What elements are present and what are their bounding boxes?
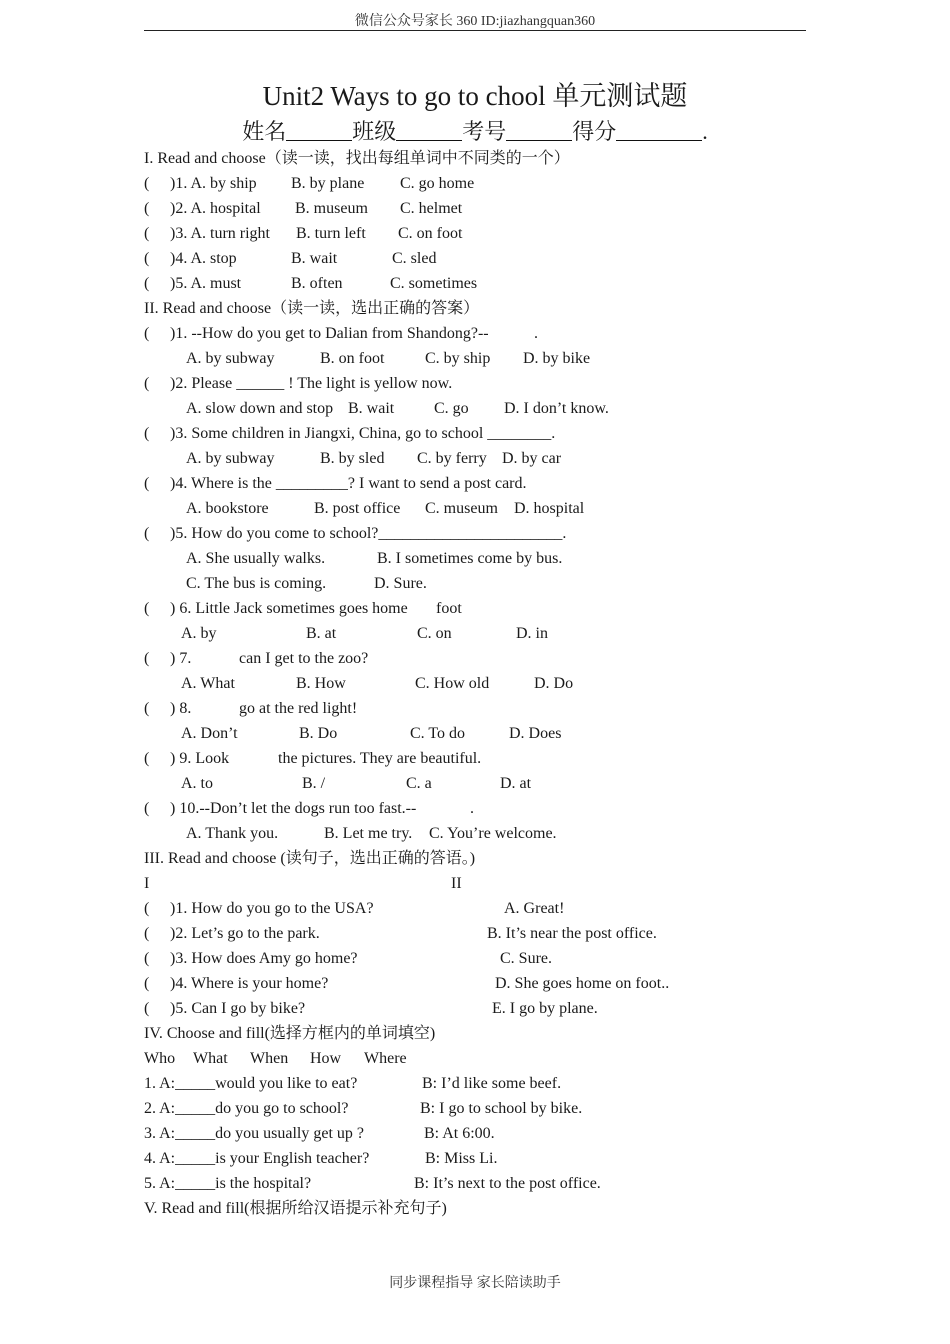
- exam-line: [144, 846, 824, 871]
- line-text: C. You’re welcome.: [429, 825, 557, 842]
- exam-line: [144, 721, 824, 746]
- exam-line: [144, 871, 824, 896]
- line-text: II. Read and choose（读一读，选出正确的答案）: [144, 300, 480, 317]
- line-text: C. go home: [400, 175, 475, 192]
- line-text: D. by bike: [523, 350, 591, 367]
- line-text: C. on: [417, 625, 452, 642]
- line-text: )2. Let’s go to the park.: [170, 925, 320, 942]
- line-text: D. hospital: [514, 500, 585, 517]
- exam-line: [144, 396, 824, 421]
- line-text: C. helmet: [400, 200, 463, 217]
- line-text: When: [250, 1050, 289, 1067]
- exam-line: [144, 1021, 824, 1046]
- line-text: (: [144, 525, 150, 542]
- line-text: A. slow down and stop: [186, 400, 334, 417]
- line-text: C. by ferry: [417, 450, 487, 467]
- line-text: (: [144, 225, 150, 242]
- exam-line: [144, 1046, 824, 1071]
- line-text: )1. --How do you get to Dalian from Shandong?--: [170, 325, 489, 342]
- line-text: )4. Where is the _________? I want to send a post card.: [170, 475, 527, 492]
- line-text: A. Don’t: [181, 725, 238, 742]
- line-text: D. Do: [534, 675, 574, 692]
- line-text: B. wait: [291, 250, 338, 267]
- exam-line: [144, 696, 824, 721]
- line-text: D. in: [516, 625, 548, 642]
- line-text: )5. A. must: [170, 275, 242, 292]
- line-text: B. on foot: [320, 350, 385, 367]
- line-text: II: [451, 875, 462, 892]
- exam-line: [144, 1096, 824, 1121]
- line-text: (: [144, 975, 150, 992]
- line-text: (: [144, 425, 150, 442]
- line-text: )5. Can I go by bike?: [170, 1000, 306, 1017]
- exam-line: [144, 1146, 824, 1171]
- line-text: D. by car: [502, 450, 562, 467]
- exam-line: [144, 1171, 824, 1196]
- name-label: 姓名: [242, 119, 287, 144]
- exam-line: [144, 971, 824, 996]
- exam-line: [144, 921, 824, 946]
- line-text: A. by subway: [186, 350, 275, 367]
- line-text: B. How: [296, 675, 346, 692]
- page-footer: 同步课程指导 家长陪读助手: [389, 1276, 561, 1291]
- line-text: (: [144, 750, 150, 767]
- line-text: B. museum: [295, 200, 368, 217]
- exam-line: [144, 1121, 824, 1146]
- line-text: (: [144, 250, 150, 267]
- student-info-line: [144, 117, 806, 147]
- line-text: B: Miss Li.: [425, 1150, 498, 1167]
- exam-line: [144, 596, 824, 621]
- line-text: B: I’d like some beef.: [422, 1075, 562, 1092]
- exam-line: [144, 771, 824, 796]
- class-label: 班级: [352, 119, 397, 144]
- line-text: A. Thank you.: [186, 825, 279, 842]
- line-text: )1. How do you go to the USA?: [170, 900, 374, 917]
- line-text: A. by: [181, 625, 217, 642]
- line-text: D. Sure.: [374, 575, 427, 592]
- line-text: )2. A. hospital: [170, 200, 261, 217]
- line-text: )3. A. turn right: [170, 225, 270, 242]
- exam-line: [144, 946, 824, 971]
- exam-line: [144, 346, 824, 371]
- exam-line: [144, 996, 824, 1021]
- exam-line: [144, 1196, 824, 1221]
- score-label: 得分: [572, 119, 617, 144]
- line-text: How: [310, 1050, 342, 1067]
- header-rule: [144, 30, 806, 31]
- exam-line: [144, 221, 824, 246]
- line-text: )4. A. stop: [170, 250, 237, 267]
- exam-line: [144, 246, 824, 271]
- number-label: 考号: [462, 119, 507, 144]
- line-text: (: [144, 325, 150, 342]
- line-text: A. She usually walks.: [186, 550, 326, 567]
- line-text: C. How old: [415, 675, 490, 692]
- exam-line: [144, 746, 824, 771]
- line-text: B. by plane: [291, 175, 365, 192]
- exam-line: [144, 821, 824, 846]
- line-text: the pictures. They are beautiful.: [278, 750, 482, 767]
- line-text: C. To do: [410, 725, 466, 742]
- line-text: B: It’s next to the post office.: [414, 1175, 601, 1192]
- line-text: B: At 6:00.: [424, 1125, 495, 1142]
- line-text: C. by ship: [425, 350, 491, 367]
- line-text: C. a: [406, 775, 432, 792]
- info-end: .: [702, 119, 708, 144]
- line-text: III. Read and choose (读句子，选出正确的答语。): [144, 850, 476, 867]
- exam-line: [144, 321, 824, 346]
- line-text: (: [144, 175, 150, 192]
- line-text: (: [144, 200, 150, 217]
- exam-line: [144, 571, 824, 596]
- line-text: foot: [436, 600, 462, 617]
- line-text: (: [144, 475, 150, 492]
- exam-line: [144, 671, 824, 696]
- line-text: )4. Where is your home?: [170, 975, 329, 992]
- document-title: Unit2 Ways to go to chool 单元测试题: [262, 81, 688, 111]
- line-text: B. turn left: [296, 225, 366, 242]
- line-text: (: [144, 600, 150, 617]
- line-text: IV. Choose and fill(选择方框内的单词填空): [144, 1025, 436, 1042]
- line-text: B. wait: [348, 400, 395, 417]
- line-text: )5. How do you come to school?_______________________.: [170, 525, 567, 542]
- exam-line: [144, 146, 824, 171]
- line-text: D. Does: [509, 725, 562, 742]
- exam-line: [144, 421, 824, 446]
- exam-line: [144, 271, 824, 296]
- line-text: .: [534, 325, 538, 342]
- line-text: (: [144, 1000, 150, 1017]
- line-text: (: [144, 375, 150, 392]
- line-text: C. on foot: [398, 225, 463, 242]
- line-text: B. often: [291, 275, 343, 292]
- line-text: ) 8.: [170, 700, 192, 717]
- exam-line: [144, 896, 824, 921]
- line-text: I: [144, 875, 150, 892]
- line-text: What: [193, 1050, 228, 1067]
- exam-line: [144, 471, 824, 496]
- line-text: C. sled: [392, 250, 437, 267]
- line-text: I. Read and choose（读一读，找出每组单词中不同类的一个）: [144, 150, 570, 167]
- line-text: (: [144, 925, 150, 942]
- exam-line: [144, 171, 824, 196]
- line-text: (: [144, 950, 150, 967]
- exam-line: [144, 496, 824, 521]
- line-text: 3. A:_____do you usually get up ?: [144, 1125, 364, 1142]
- line-text: Where: [364, 1050, 407, 1067]
- line-text: B: I go to school by bike.: [420, 1100, 583, 1117]
- line-text: A. bookstore: [186, 500, 269, 517]
- page-header: 微信公众号家长 360 ID:jiazhangquan360: [354, 14, 596, 29]
- line-text: C. sometimes: [390, 275, 478, 292]
- line-text: 2. A:_____do you go to school?: [144, 1100, 349, 1117]
- line-text: )3. Some children in Jiangxi, China, go to school ________.: [170, 425, 556, 442]
- line-text: B. Let me try.: [324, 825, 413, 842]
- line-text: B. /: [302, 775, 326, 792]
- exam-content: [144, 146, 824, 1221]
- line-text: Who: [144, 1050, 176, 1067]
- exam-line: [144, 296, 824, 321]
- exam-line: [144, 546, 824, 571]
- line-text: go at the red light!: [239, 700, 358, 717]
- line-text: 4. A:_____is your English teacher?: [144, 1150, 370, 1167]
- line-text: ) 9. Look: [170, 750, 230, 767]
- line-text: V. Read and fill(根据所给汉语提示补充句子): [144, 1200, 447, 1217]
- line-text: A. What: [181, 675, 235, 692]
- line-text: E. I go by plane.: [492, 1000, 598, 1017]
- line-text: C. museum: [425, 500, 498, 517]
- line-text: A. Great!: [504, 900, 565, 917]
- line-text: B. at: [306, 625, 337, 642]
- exam-line: [144, 196, 824, 221]
- line-text: )1. A. by ship: [170, 175, 257, 192]
- number-blank[interactable]: [506, 118, 572, 141]
- score-blank[interactable]: [616, 118, 702, 141]
- line-text: (: [144, 800, 150, 817]
- line-text: C. Sure.: [500, 950, 552, 967]
- line-text: B. It’s near the post office.: [487, 925, 657, 942]
- line-text: can I get to the zoo?: [239, 650, 369, 667]
- line-text: ) 10.--Don’t let the dogs run too fast.--: [170, 800, 417, 817]
- line-text: C. go: [434, 400, 469, 417]
- line-text: D. I don’t know.: [504, 400, 609, 417]
- exam-line: [144, 796, 824, 821]
- line-text: .: [470, 800, 474, 817]
- line-text: B. Do: [299, 725, 338, 742]
- line-text: B. I sometimes come by bus.: [377, 550, 563, 567]
- exam-line: [144, 621, 824, 646]
- line-text: (: [144, 275, 150, 292]
- line-text: C. The bus is coming.: [186, 575, 327, 592]
- line-text: A. to: [181, 775, 213, 792]
- exam-line: [144, 521, 824, 546]
- line-text: A. by subway: [186, 450, 275, 467]
- line-text: B. post office: [314, 500, 401, 517]
- class-blank[interactable]: [396, 118, 462, 141]
- line-text: 1. A:_____would you like to eat?: [144, 1075, 358, 1092]
- line-text: )3. How does Amy go home?: [170, 950, 358, 967]
- exam-line: [144, 371, 824, 396]
- line-text: ) 7.: [170, 650, 192, 667]
- line-text: D. at: [500, 775, 532, 792]
- line-text: (: [144, 900, 150, 917]
- line-text: ) 6. Little Jack sometimes goes home: [170, 600, 408, 617]
- exam-line: [144, 646, 824, 671]
- name-blank[interactable]: [286, 118, 352, 141]
- line-text: )2. Please ______ ! The light is yellow now.: [170, 375, 453, 392]
- line-text: B. by sled: [320, 450, 385, 467]
- exam-line: [144, 1071, 824, 1096]
- line-text: (: [144, 700, 150, 717]
- line-text: D. She goes home on foot..: [495, 975, 670, 992]
- line-text: 5. A:_____is the hospital?: [144, 1175, 312, 1192]
- line-text: (: [144, 650, 150, 667]
- exam-line: [144, 446, 824, 471]
